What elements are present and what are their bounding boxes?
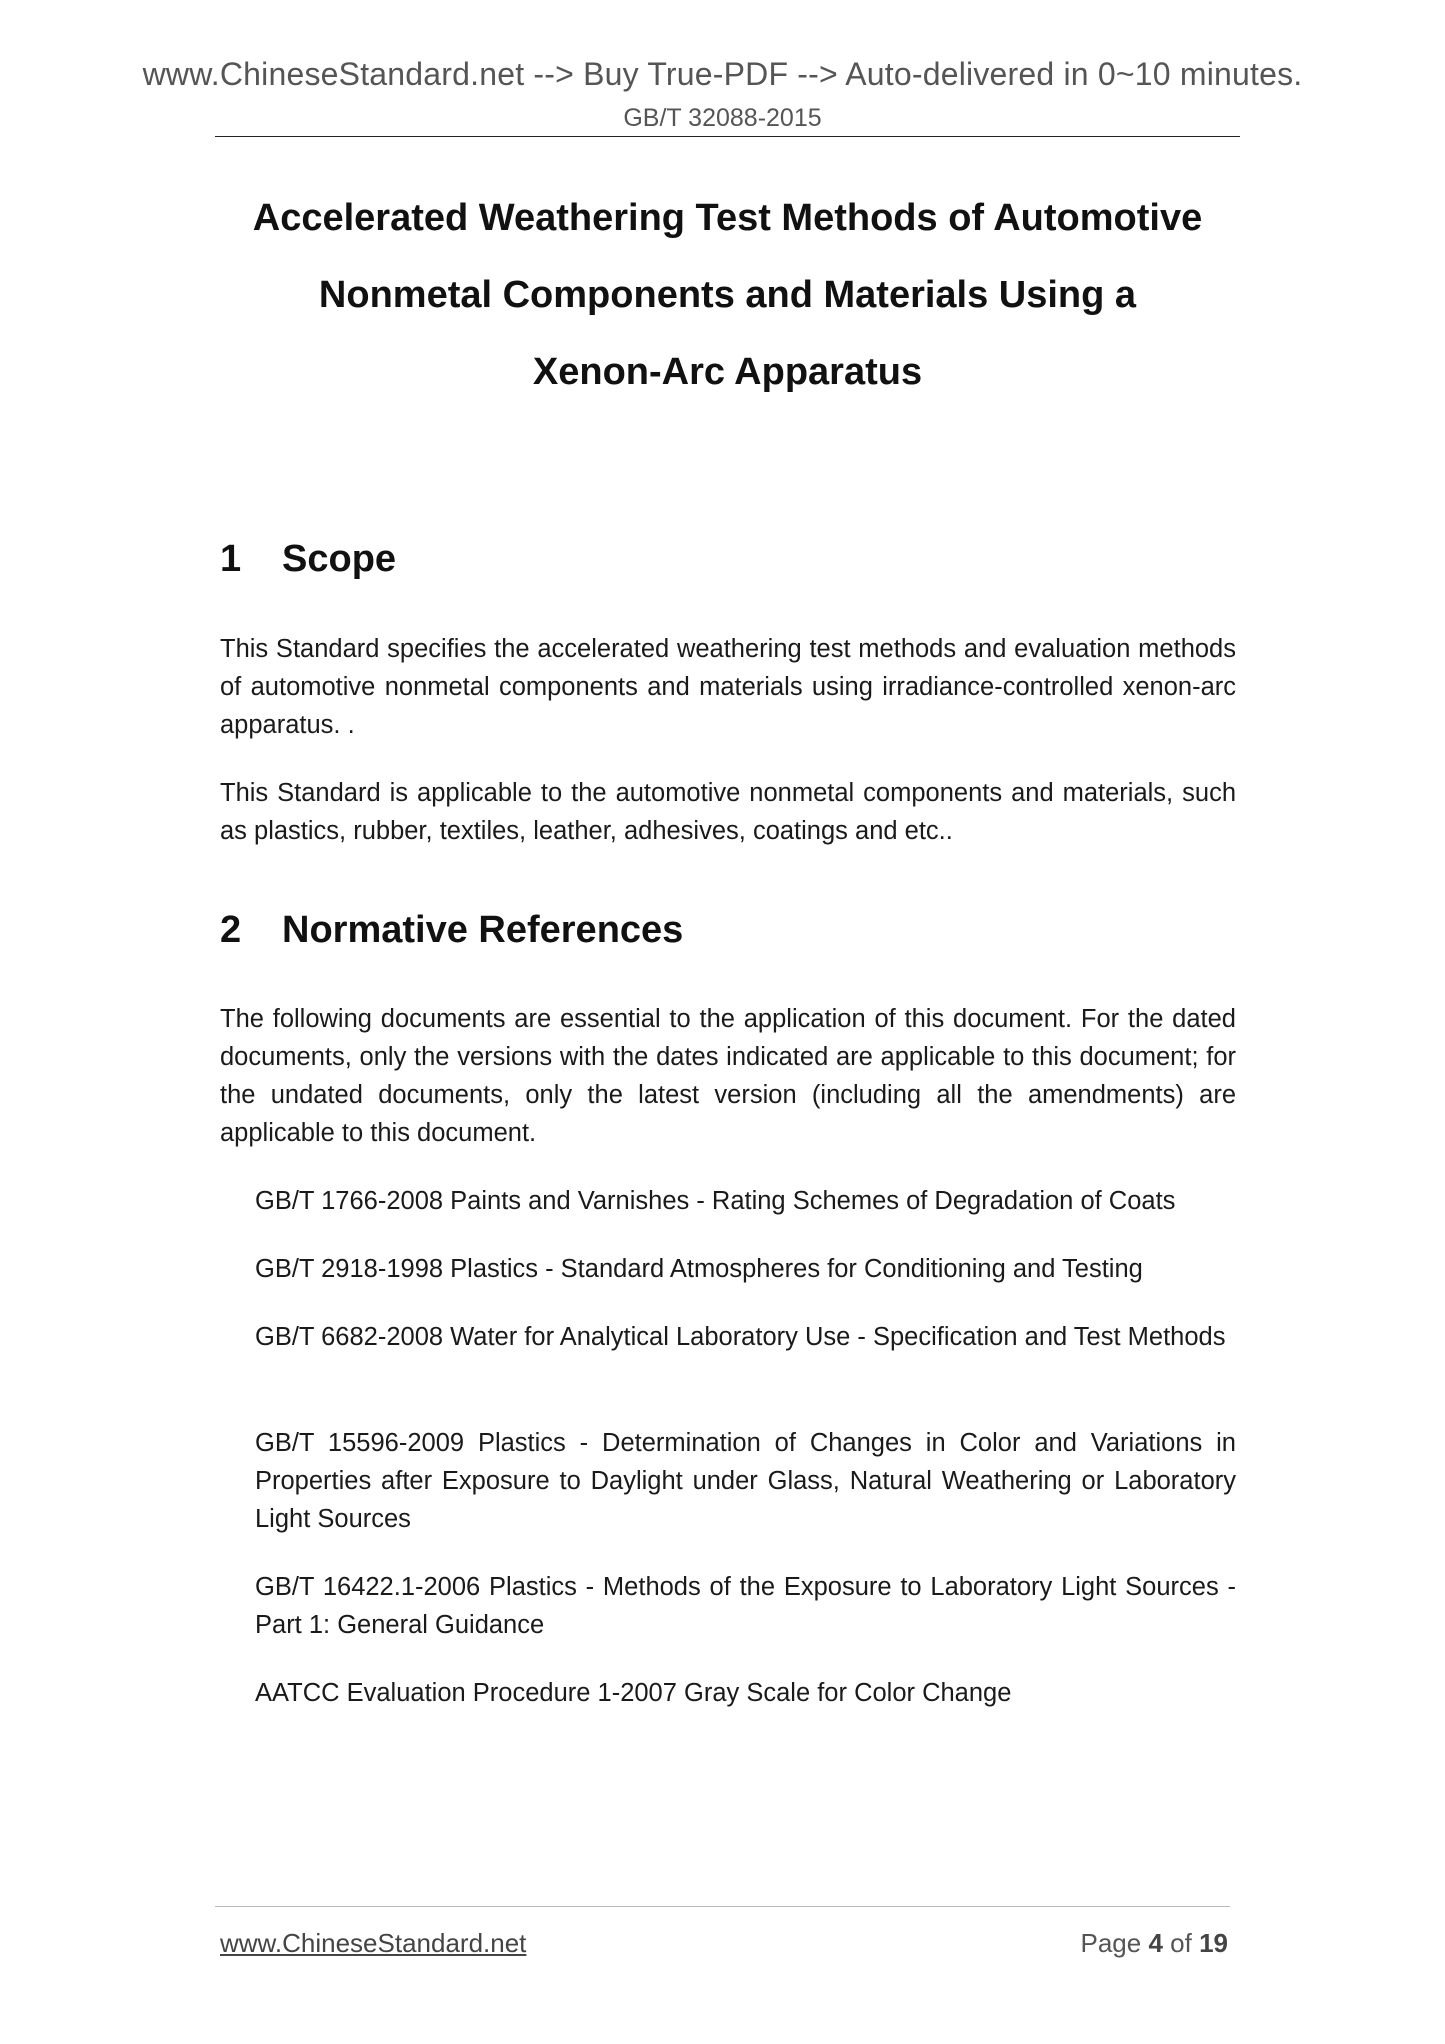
scope-paragraph-2: This Standard is applicable to the automotive nonmetal components and materials, such as plastics, rubber, textiles, leather, adhesives, coatings and etc.. [220,779,1236,845]
reference-item: GB/T 6682-2008 Water for Analytical Laboratory Use - Specification and Test Methods [255,1323,1226,1351]
header-divider [215,136,1240,137]
page-indicator [1080,1928,1228,1959]
footer-divider [215,1906,1230,1907]
reference-item: GB/T 16422.1-2006 Plastics - Methods of the Exposure to Laboratory Light Sources - Part 1: General Guidance [255,1573,1236,1639]
document-code: GB/T 32088-2015 [623,104,822,132]
section-title: Normative References [282,909,684,951]
page-total: 19 [1199,1928,1228,1958]
page-current: 4 [1148,1928,1163,1958]
top-banner: www.ChineseStandard.net --> Buy True-PDF --> Auto-delivered in 0~10 minutes. [142,56,1303,92]
section-title: Scope [282,538,397,580]
page-label: Page [1080,1928,1142,1958]
section-number: 2 [220,909,242,951]
reference-item: GB/T 1766-2008 Paints and Varnishes - Rating Schemes of Degradation of Coats [255,1187,1176,1215]
footer-site-link[interactable]: www.ChineseStandard.net [220,1928,527,1958]
section-2-heading [220,909,683,952]
page-of: of [1170,1928,1192,1958]
reference-item: AATCC Evaluation Procedure 1-2007 Gray Scale for Color Change [255,1679,1012,1707]
title-line-1: Accelerated Weathering Test Methods of Automotive [252,197,1203,239]
title-line-2: Nonmetal Components and Materials Using a [318,274,1137,316]
scope-paragraph-1: This Standard specifies the accelerated weathering test methods and evaluation methods of automotive nonmetal components and materials using irradiance-controlled xenon-arc apparatus. . [220,635,1236,739]
section-1-heading [220,538,396,581]
references-intro-paragraph: The following documents are essential to the application of this document. For the dated documents, only the versions with the dates indicated are applicable to this document; for the undated documents, only the latest version (including all the amendments) are applicable to this document. [220,1005,1236,1147]
title-line-3: Xenon-Arc Apparatus [532,351,923,393]
section-number: 1 [220,538,242,580]
reference-item: GB/T 15596-2009 Plastics - Determination of Changes in Color and Variations in Properties after Exposure to Daylight under Glass, Natural Weathering or Laboratory Light Sources [255,1429,1236,1533]
reference-item: GB/T 2918-1998 Plastics - Standard Atmospheres for Conditioning and Testing [255,1255,1143,1283]
document-title [215,180,1240,411]
